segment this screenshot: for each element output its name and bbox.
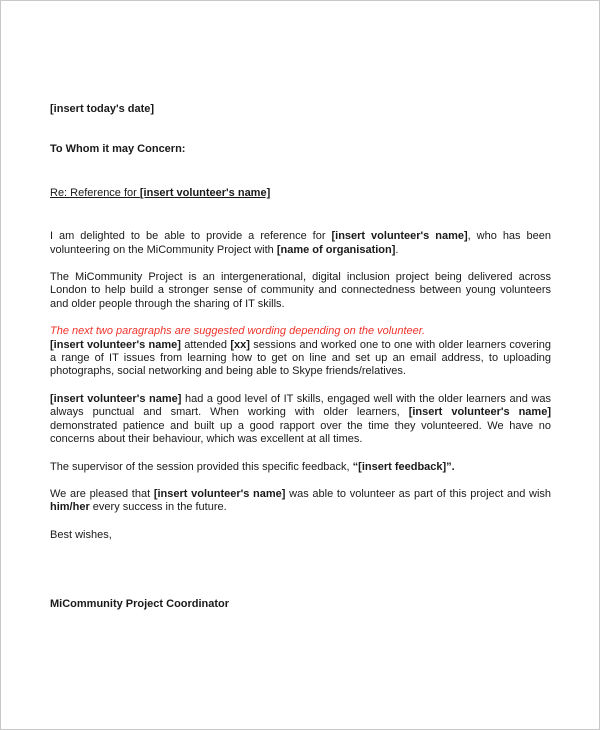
volunteer-name-placeholder: [insert volunteer's name] xyxy=(50,338,181,351)
paragraph-closing xyxy=(50,488,551,515)
volunteer-name-placeholder: [insert volunteer's name] xyxy=(331,230,468,243)
volunteer-name-placeholder: [insert volunteer's name] xyxy=(153,487,286,500)
intro-run: , who has been volunteering on the MiCommunity Project with xyxy=(50,230,551,256)
sessions-run: sessions and worked one to one with older learners covering a range of IT issues from learning how to get on line and set up an email address, to uploading photographs, social networking and being able to Skype friends/relatives. xyxy=(50,338,551,378)
skills-run: demonstrated patience and built up a good rapport over the time they volunteered. We have no concerns about their behaviour, which was excellent at all times. xyxy=(50,419,551,446)
pronoun-placeholder: him/her xyxy=(50,501,90,514)
sign-off: Best wishes, xyxy=(50,528,112,541)
volunteer-name-placeholder: [insert volunteer's name] xyxy=(50,392,182,405)
subject-prefix: Re: Reference for xyxy=(50,186,140,199)
salutation: To Whom it may Concern: xyxy=(50,143,186,156)
intro-run: I am delighted to be able to provide a reference for xyxy=(50,230,332,243)
paragraph-skills xyxy=(50,393,551,447)
closing-run: was able to volunteer as part of this project and wish xyxy=(285,487,552,500)
feedback-placeholder: “[insert feedback]”. xyxy=(352,460,455,473)
subject-line xyxy=(50,187,551,200)
paragraph-intro xyxy=(50,230,551,257)
paragraph-project-description: The MiCommunity Project is an intergenerational, digital inclusion project being delivered across London to help build a stronger sense of community and connectedness between young volunteers and older people through the sharing of IT skills. xyxy=(50,271,551,310)
skills-run: had a good level of IT skills, engaged well with the older learners and was always punctual and smart. When working with older learners, xyxy=(50,392,551,419)
paragraph-sessions xyxy=(50,339,551,379)
subject-volunteer-name: [insert volunteer's name] xyxy=(139,186,271,199)
volunteer-name-placeholder: [insert volunteer's name] xyxy=(408,406,551,419)
signature-title: MiCommunity Project Coordinator xyxy=(50,598,230,611)
paragraph-feedback xyxy=(50,461,551,474)
feedback-run: The supervisor of the session provided this specific feedback, xyxy=(50,460,353,473)
session-count-placeholder: [xx] xyxy=(230,338,250,351)
editor-note-red: The next two paragraphs are suggested wording depending on the volunteer. xyxy=(50,325,426,338)
sessions-run: attended xyxy=(180,338,231,351)
closing-run: We are pleased that xyxy=(50,487,154,500)
date-placeholder: [insert today's date] xyxy=(50,103,155,115)
closing-run: every success in the future. xyxy=(89,501,227,514)
intro-run: . xyxy=(395,243,399,256)
organisation-name-placeholder: [name of organisation] xyxy=(276,243,396,256)
